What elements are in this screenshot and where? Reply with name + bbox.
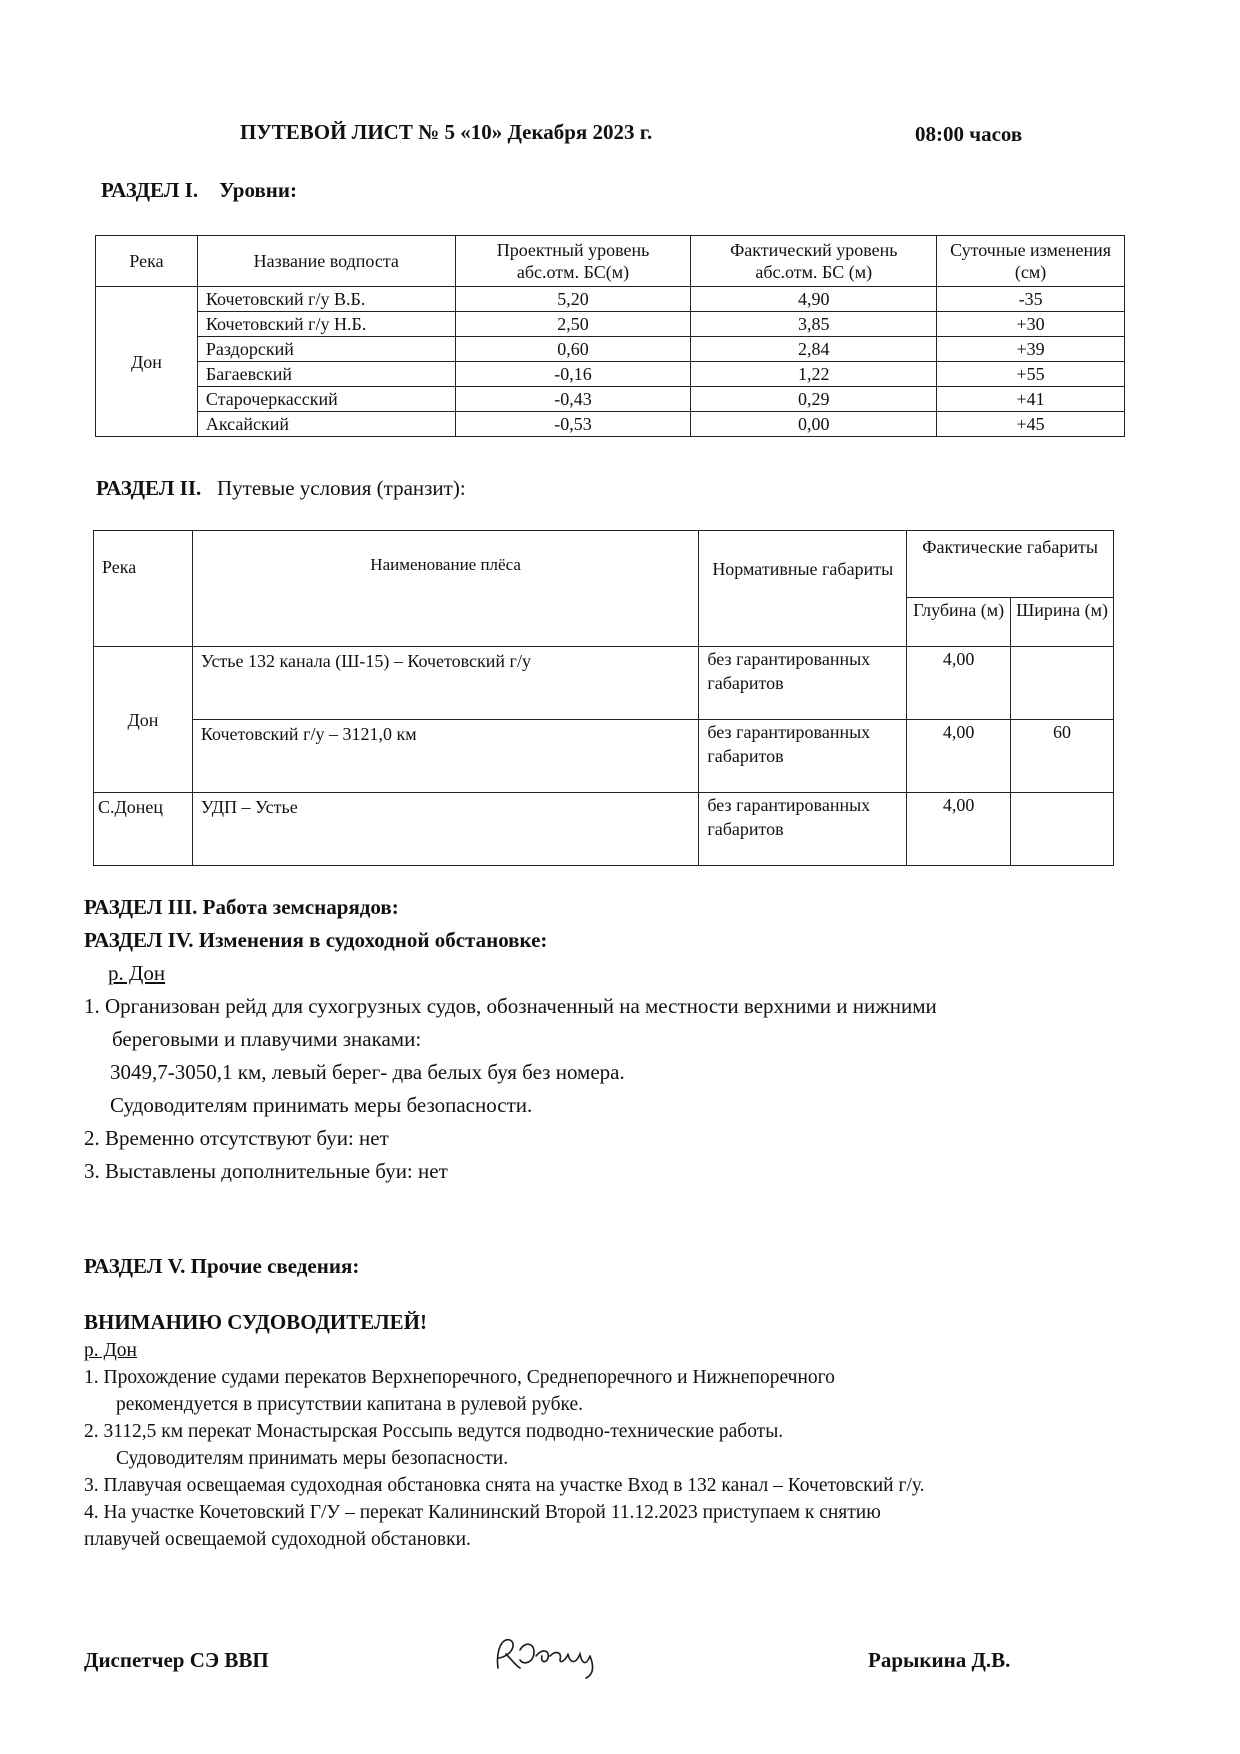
attention-heading-text: ВНИМАНИЮ СУДОВОДИТЕЛЕЙ! — [84, 1310, 427, 1334]
station-cell: Багаевский — [197, 362, 455, 387]
project-cell: -0,53 — [455, 412, 691, 437]
section5-item4-line2: плавучей освещаемой судоходной обстановки. — [84, 1529, 471, 1550]
width-cell — [1011, 647, 1114, 720]
col-reach: Наименование плёса — [192, 531, 698, 647]
table-row — [96, 362, 1125, 387]
section5-list — [84, 1337, 1184, 1553]
section4-heading: РАЗДЕЛ IV. Изменения в судоходной обстановке: — [84, 928, 548, 952]
table-row — [94, 720, 1114, 793]
table-row — [96, 287, 1125, 312]
col-project-level: Проектный уровень абс.отм. БС(м) — [455, 236, 691, 287]
section5-item1-line1: 1. Прохождение судами перекатов Верхнепоречного, Среднепоречного и Нижнепоречного — [84, 1367, 835, 1388]
normative-cell: без гарантированных габаритов — [699, 647, 907, 720]
change-cell: -35 — [937, 287, 1125, 312]
river-cell: Дон — [94, 647, 193, 793]
project-cell: -0,16 — [455, 362, 691, 387]
river-cell: Дон — [96, 287, 198, 437]
station-cell: Старочеркасский — [197, 387, 455, 412]
document-title: ПУТЕВОЙ ЛИСТ № 5 «10» Декабря 2023 г. — [240, 120, 653, 144]
section4-item3: 3. Выставлены дополнительные буи: нет — [84, 1159, 448, 1183]
col-river: Река — [96, 236, 198, 287]
actual-cell: 0,00 — [691, 412, 937, 437]
width-cell — [1011, 793, 1114, 866]
actual-cell: 0,29 — [691, 387, 937, 412]
col-river: Река — [94, 531, 193, 647]
transit-header-row — [94, 531, 1114, 598]
footer-position: Диспетчер СЭ ВВП — [84, 1648, 269, 1672]
station-cell: Кочетовский г/у Н.Б. — [197, 312, 455, 337]
depth-cell: 4,00 — [907, 793, 1011, 866]
document-time: 08:00 часов — [915, 122, 1023, 146]
levels-table — [95, 235, 1125, 437]
col-daily-change: Суточные изменения (см) — [937, 236, 1125, 287]
project-cell: 5,20 — [455, 287, 691, 312]
project-cell: -0,43 — [455, 387, 691, 412]
section1-number: РАЗДЕЛ I. — [101, 178, 199, 202]
actual-cell: 4,90 — [691, 287, 937, 312]
section5-river-label: р. Дон — [84, 1340, 137, 1361]
section4-item1-line1: 1. Организован рейд для сухогрузных судов, обозначенный на местности верхними и нижними — [84, 994, 937, 1018]
col-width: Ширина (м) — [1011, 598, 1114, 647]
col-normative: Нормативные габариты — [699, 531, 907, 647]
depth-cell: 4,00 — [907, 647, 1011, 720]
actual-cell: 3,85 — [691, 312, 937, 337]
col-actual-dims: Фактические габариты — [907, 531, 1114, 598]
normative-cell: без гарантированных габаритов — [699, 793, 907, 866]
section4-item1-line4: Судоводителям принимать меры безопасности. — [110, 1093, 533, 1117]
attention-heading — [84, 1306, 427, 1339]
depth-cell: 4,00 — [907, 720, 1011, 793]
sections-3-4 — [84, 891, 1184, 1188]
project-cell: 0,60 — [455, 337, 691, 362]
section5-heading — [84, 1250, 359, 1283]
table-row — [96, 387, 1125, 412]
section1-title: Уровни: — [219, 178, 297, 202]
signature-icon — [490, 1630, 620, 1682]
station-cell: Раздорский — [197, 337, 455, 362]
width-cell: 60 — [1011, 720, 1114, 793]
change-cell: +55 — [937, 362, 1125, 387]
actual-cell: 2,84 — [691, 337, 937, 362]
table-row — [96, 337, 1125, 362]
section5-heading-text: РАЗДЕЛ V. Прочие сведения: — [84, 1254, 360, 1278]
levels-header-row — [96, 236, 1125, 287]
station-cell: Аксайский — [197, 412, 455, 437]
section2-number: РАЗДЕЛ II. — [96, 476, 202, 500]
actual-cell: 1,22 — [691, 362, 937, 387]
change-cell: +41 — [937, 387, 1125, 412]
section2-title: Путевые условия (транзит): — [217, 476, 466, 500]
section4-item1-line3: 3049,7-3050,1 км, левый берег- два белых буя без номера. — [110, 1060, 625, 1084]
section5-item3: 3. Плавучая освещаемая судоходная обстановка снята на участке Вход в 132 канал – Кочетовский г/у. — [84, 1475, 925, 1496]
table-row — [96, 312, 1125, 337]
section4-item1-line2: береговыми и плавучими знаками: — [112, 1027, 422, 1051]
section5-item4-line1: 4. На участке Кочетовский Г/У – перекат Калининский Второй 11.12.2023 приступаем к снятию — [84, 1502, 881, 1523]
normative-cell: без гарантированных габаритов — [699, 720, 907, 793]
section4-river-label: р. Дон — [108, 961, 166, 985]
col-actual-level: Фактический уровень абс.отм. БС (м) — [691, 236, 937, 287]
river-cell: С.Донец — [94, 793, 193, 866]
section5-item1-line2: рекомендуется в присутствии капитана в рулевой рубке. — [116, 1394, 584, 1415]
section2-heading — [96, 476, 466, 501]
footer-name: Рарыкина Д.В. — [868, 1648, 1011, 1672]
reach-cell: Устье 132 канала (Ш-15) – Кочетовский г/у — [192, 647, 698, 720]
reach-cell: УДП – Устье — [192, 793, 698, 866]
project-cell: 2,50 — [455, 312, 691, 337]
col-station: Название водпоста — [197, 236, 455, 287]
table-row — [94, 793, 1114, 866]
section4-item2: 2. Временно отсутствуют буи: нет — [84, 1126, 389, 1150]
change-cell: +45 — [937, 412, 1125, 437]
reach-cell: Кочетовский г/у – 3121,0 км — [192, 720, 698, 793]
transit-table — [93, 530, 1114, 866]
section5-item2-line2: Судоводителям принимать меры безопасности. — [116, 1448, 509, 1469]
section1-heading — [101, 178, 297, 203]
table-row — [94, 647, 1114, 720]
change-cell: +39 — [937, 337, 1125, 362]
table-row — [96, 412, 1125, 437]
section5-item2-line1: 2. 3112,5 км перекат Монастырская Россыпь ведутся подводно-технические работы. — [84, 1421, 784, 1442]
station-cell: Кочетовский г/у В.Б. — [197, 287, 455, 312]
change-cell: +30 — [937, 312, 1125, 337]
section3-heading: РАЗДЕЛ III. Работа земснарядов: — [84, 895, 399, 919]
col-depth: Глубина (м) — [907, 598, 1011, 647]
